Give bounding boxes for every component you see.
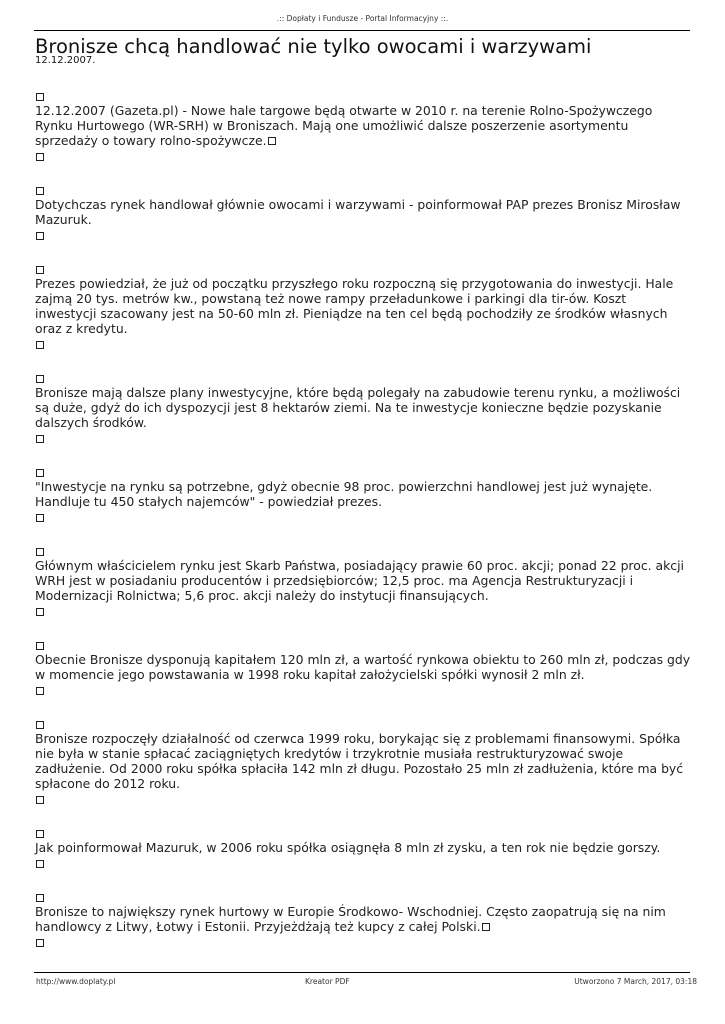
placeholder-box-line: [35, 370, 690, 385]
placeholder-box-icon: [36, 548, 44, 556]
paragraph-line: 12.12.2007 (Gazeta.pl) - Nowe hale targowe będą otwarte w 2010 r. na terenie Rolno-Spożywczego: [35, 103, 653, 118]
placeholder-box-icon: [36, 860, 44, 868]
paragraph-line: Dotychczas rynek handlował głównie owocami i warzywami - poinformował PAP prezes Bronisz Mirosław: [35, 197, 681, 212]
paragraph-line: Bronisze to największy rynek hurtowy w Europie Środkowo- Wschodniej. Często zaopatrują się na nim: [35, 904, 666, 919]
placeholder-box-icon: [36, 93, 44, 101]
paragraph-line: Modernizacji Rolnictwa; 5,6 proc. akcji należy do instytucji finansujących.: [35, 588, 489, 603]
placeholder-box-line: [35, 261, 690, 276]
placeholder-box-line: [35, 682, 690, 697]
paragraph-line: zajmą 20 tys. metrów kw., powstaną też nowe rampy przeładunkowe i parkingi dla tir-ów. Koszt: [35, 291, 627, 306]
article-body: [35, 88, 690, 968]
article-paragraph: [35, 261, 690, 351]
article-paragraph: [35, 88, 690, 163]
placeholder-box-line: [35, 791, 690, 806]
footer-created-date: Utworzono 7 March, 2017, 03:18: [574, 977, 697, 986]
paragraph-line: Mazuruk.: [35, 212, 92, 227]
placeholder-box-line: [35, 509, 690, 524]
placeholder-box-icon: [36, 514, 44, 522]
paragraph-line: w momencie jego powstawania w 1998 roku kapitał założycielski spółki wynosił 2 mln zł.: [35, 667, 585, 682]
placeholder-box-icon: [36, 341, 44, 349]
placeholder-box-icon: [36, 796, 44, 804]
placeholder-box-icon: [36, 266, 44, 274]
paragraph-line: nie była w stanie spłacać zaciągniętych kredytów i trzykrotnie musiała restrukturyzować swoje: [35, 746, 624, 761]
article-paragraph: [35, 637, 690, 697]
placeholder-box-line: [35, 637, 690, 652]
placeholder-box-line: [35, 227, 690, 242]
placeholder-box-line: [35, 716, 690, 731]
paragraph-line: Bronisze rozpoczęły działalność od czerwca 1999 roku, borykając się z problemami finansowymi. Spółka: [35, 731, 681, 746]
placeholder-box-icon: [36, 894, 44, 902]
paragraph-line: Prezes powiedział, że już od początku przyszłego roku rozpoczną się przygotowania do inwestycji. Hale: [35, 276, 674, 291]
placeholder-box-line: [35, 88, 690, 103]
paragraph-line-text: sprzedaży o towary rolno-spożywcze.: [35, 133, 267, 148]
placeholder-box-line: [35, 430, 690, 445]
article-paragraph: [35, 464, 690, 524]
paragraph-line: Handluje tu 450 stałych najemców" - powiedział prezes.: [35, 494, 383, 509]
placeholder-box-icon: [36, 435, 44, 443]
footer-url[interactable]: http://www.doplaty.pl: [36, 977, 116, 986]
placeholder-box-icon: [36, 721, 44, 729]
placeholder-box-icon: [36, 687, 44, 695]
placeholder-box-icon: [36, 153, 44, 161]
placeholder-box-icon: [36, 939, 44, 947]
article-title: Bronisze chcą handlować nie tylko owocami i warzywami: [35, 35, 592, 58]
footer-divider: [34, 972, 690, 973]
paragraph-line: zadłużenie. Od 2000 roku spółka spłaciła 142 mln zł długu. Pozostało 25 mln zł zadłużenia, które ma być: [35, 761, 684, 776]
placeholder-box-icon: [482, 923, 490, 931]
placeholder-box-line: [35, 464, 690, 479]
header-divider: [34, 30, 690, 31]
placeholder-box-line: [35, 825, 690, 840]
placeholder-box-icon: [36, 830, 44, 838]
article-paragraph: [35, 889, 690, 949]
article-paragraph: [35, 543, 690, 618]
article-date: 12.12.2007.: [35, 55, 96, 66]
paragraph-line: dalszych środków.: [35, 415, 147, 430]
placeholder-box-icon: [36, 642, 44, 650]
paragraph-line: spłacone do 2012 roku.: [35, 776, 181, 791]
placeholder-box-line: [35, 336, 690, 351]
placeholder-box-line: [35, 603, 690, 618]
placeholder-box-line: [35, 182, 690, 197]
paragraph-line: WRH jest w posiadaniu producentów i przedsiębiorców; 12,5 proc. ma Agencja Restrukturyzacji i: [35, 573, 634, 588]
portal-header: .:: Dopłaty i Fundusze - Portal Informacyjny ::.: [276, 14, 449, 23]
paragraph-line: Obecnie Bronisze dysponują kapitałem 120 mln zł, a wartość rynkowa obiektu to 260 mln zł, podczas gdy: [35, 652, 691, 667]
paragraph-line: oraz z kredytu.: [35, 321, 128, 336]
paragraph-line-text: handlowcy z Litwy, Łotwy i Estonii. Przyjeżdżają też kupcy z całej Polski.: [35, 919, 481, 934]
placeholder-box-icon: [268, 137, 276, 145]
placeholder-box-line: [35, 889, 690, 904]
placeholder-box-icon: [36, 232, 44, 240]
paragraph-line: Rynku Hurtowego (WR-SRH) w Broniszach. Mają one umożliwić dalsze poszerzenie asortymentu: [35, 118, 629, 133]
article-paragraph: [35, 825, 690, 870]
paragraph-line: są duże, gdyż do ich dyspozycji jest 8 hektarów ziemi. Na te inwestycje konieczne będzie pozyskanie: [35, 400, 662, 415]
placeholder-box-icon: [36, 375, 44, 383]
article-paragraph: [35, 182, 690, 242]
paragraph-line: [35, 133, 690, 148]
placeholder-box-icon: [36, 187, 44, 195]
placeholder-box-line: [35, 934, 690, 949]
placeholder-box-icon: [36, 608, 44, 616]
placeholder-box-line: [35, 855, 690, 870]
paragraph-line: [35, 919, 690, 934]
footer-generator: Kreator PDF: [305, 977, 350, 986]
paragraph-line: inwestycji szacowany jest na 50-60 mln zł. Pieniądze na ten cel będą pochodziły ze środków własnych: [35, 306, 668, 321]
placeholder-box-line: [35, 148, 690, 163]
paragraph-line: "Inwestycje na rynku są potrzebne, gdyż obecnie 98 proc. powierzchni handlowej jest już wynajęte.: [35, 479, 653, 494]
paragraph-line: Jak poinformował Mazuruk, w 2006 roku spółka osiągnęła 8 mln zł zysku, a ten rok nie będzie gorszy.: [35, 840, 661, 855]
article-paragraph: [35, 716, 690, 806]
paragraph-line: Bronisze mają dalsze plany inwestycyjne, które będą polegały na zabudowie terenu rynku, a możliwości: [35, 385, 681, 400]
placeholder-box-icon: [36, 469, 44, 477]
paragraph-line: Głównym właścicielem rynku jest Skarb Państwa, posiadający prawie 60 proc. akcji; ponad 22 proc. akcji: [35, 558, 684, 573]
placeholder-box-line: [35, 543, 690, 558]
article-paragraph: [35, 370, 690, 445]
